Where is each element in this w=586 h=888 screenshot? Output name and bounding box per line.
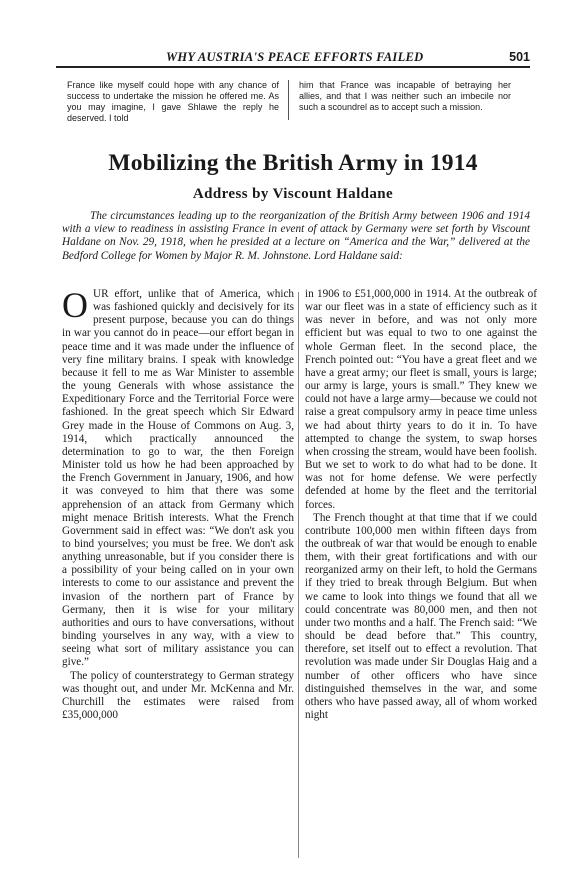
running-header xyxy=(56,46,530,68)
article-intro: The circumstances leading up to the reorganization of the British Army between 1906 and 1914 with a view to readiness in assisting France in event of attack by Germany were set forth by Viscount Haldane on Nov. 29, 1918, when he presided at a lecture on “America and the War,” delivered at the Bedford College for Women by Major R. M. Johnstone. Lord Haldane said: xyxy=(62,210,530,262)
first-word: UR xyxy=(93,288,109,300)
body-column-right xyxy=(305,288,537,722)
body-paragraph: The policy of counterstrategy to German strategy was thought out, and under Mr. McKenna and Mr. Churchill the estimates were raised from £35,000,000 xyxy=(62,669,294,721)
continued-text-left xyxy=(67,80,279,140)
continued-text-right xyxy=(299,80,511,140)
body-column-left xyxy=(62,285,294,722)
body-text: effort, unlike that of America, which was fashioned quickly and decisively for its present purpose, because you can do things in war you cannot do in peace—our effort began in peace time and it was made under the influence of very fine military brains. I speak with knowledge because it fell to me as War Minister to assemble the young Generals with whose assistance the Expeditionary Force and the Territorial Force were fashioned. In the great speech which Sir Edward Grey made in the House of Commons on Aug. 3, 1914, which practically announced the determination to go to war, the then Foreign Minister told us how he had been approached by the French Government in January, 1906, and how it was conveyed to him that there was some apprehension of an attack from Germany which might menace British interests. What the French Government said in effect was: “We don't ask you to bind yourselves; you must be free. We don't ask anything unreasonable, but if you consider there is a possibility of your being called on in your own interests to come to our assistance and prevent the invasion of the northern part of France by Germany, then it is wise for your military authorities and ours to have conversations, without binding yourselves in any way, with a view to seeing what sort of military assistance you can give.” xyxy=(62,288,294,669)
running-head-title: WHY AUSTRIA'S PEACE EFFORTS FAILED xyxy=(166,50,424,64)
continued-paragraph-right: him that France was incapable of betraying her allies, and that I was neither such an imbecile nor such a scoundrel as to accept such a mission. xyxy=(299,80,511,112)
article-title: Mobilizing the British Army in 1914 xyxy=(108,150,478,176)
column-rule xyxy=(298,292,299,858)
continued-text xyxy=(57,80,539,140)
column-divider xyxy=(288,80,289,120)
body-paragraph: in 1906 to £51,000,000 in 1914. At the outbreak of war our fleet was in a state of efficiency such as it was never in before, and was not only more efficient but was equal to two to one against the whole German fleet. In the second place, the French pointed out: “You have a great fleet and we have a great army; our fleet is small, yours is large; our army is large, yours is small.” They knew we could not have a large army—because we could not raise a great compulsory army in peace time unless we had about thirty years to do it in. To have attempted to change the system, to swap horses when crossing the stream, would have been foolish. But we set to work to do what had to be done. It was not for home defense. We were perfectly defended at home by the fleet and the territorial forces. xyxy=(305,288,537,511)
drop-cap: O xyxy=(62,285,88,325)
body-paragraph xyxy=(62,285,294,670)
body-paragraph: The French thought at that time that if we could contribute 100,000 men within fifteen days from the outbreak of war that would be enough to enable them, with their great fortifications and with our reorganized army on their left, to hold the Germans if they tried to break through Belgium. But when we came to look into things we found that all we could concentrate was 80,000 men, and then not under two months and a half. The French said: “We should be dead before that.” This country, therefore, set itself out to effect a revolution. That revolution was made under Sir Douglas Haig and a number of other officers who have since distinguished themselves in the war, and some others who have passed away, all of whom worked night xyxy=(305,511,537,721)
continued-paragraph-left: France like myself could hope with any chance of success to undertake the mission he offered me. As you may imagine, I gave Shlawe the reply he deserved. I told xyxy=(67,80,279,123)
article-subtitle: Address by Viscount Haldane xyxy=(192,186,394,202)
page-number: 501 xyxy=(509,50,530,64)
